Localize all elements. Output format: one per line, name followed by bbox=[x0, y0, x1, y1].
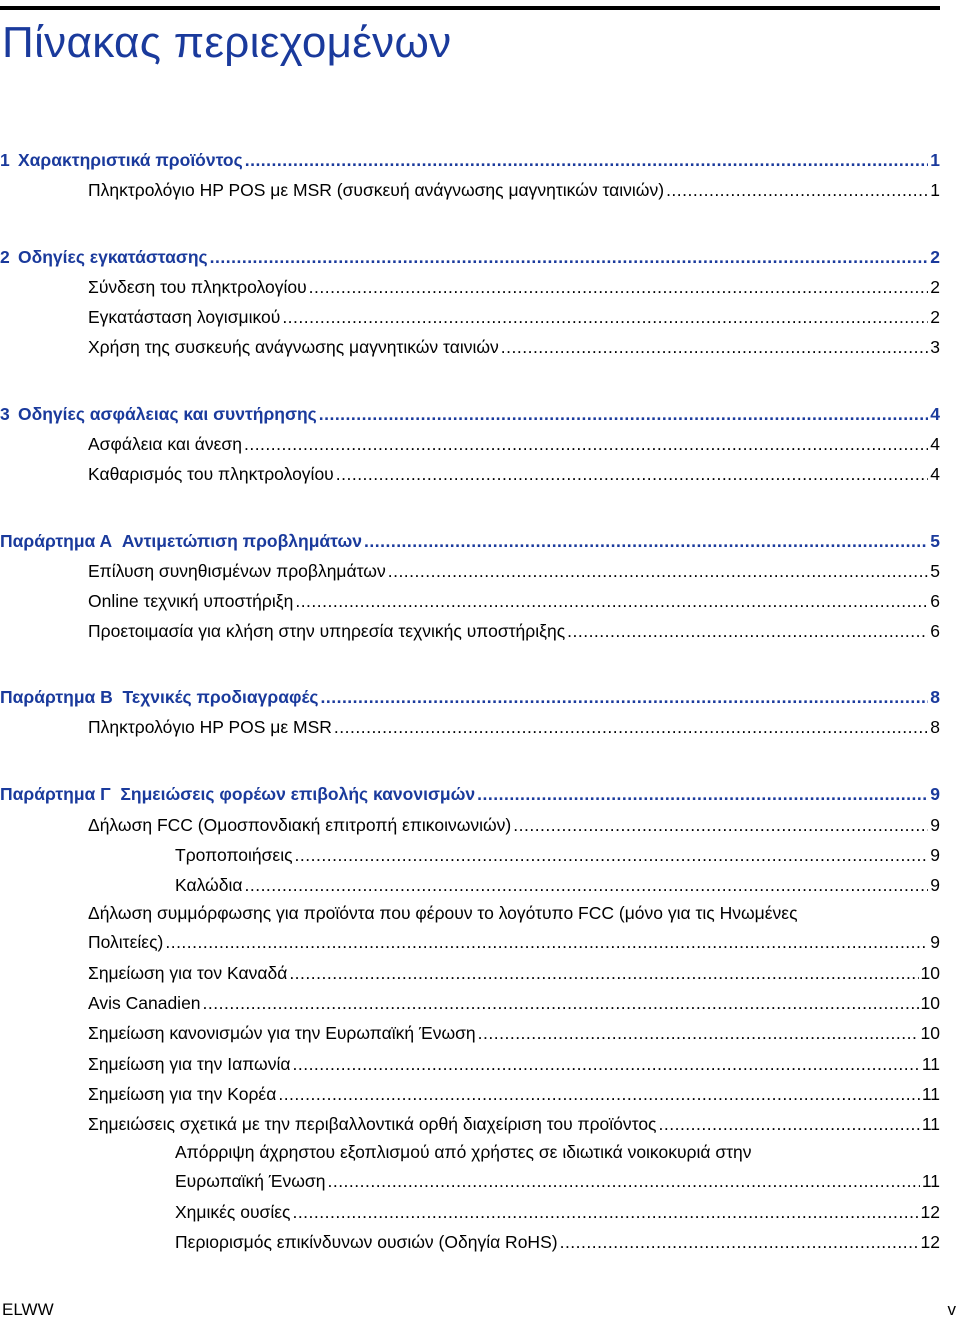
dot-leader bbox=[567, 621, 928, 641]
toc-entry[interactable] bbox=[175, 835, 940, 865]
entry-title: Online τεχνική υποστήριξη bbox=[88, 591, 294, 611]
dot-leader bbox=[203, 993, 919, 1013]
top-rule bbox=[0, 6, 940, 10]
toc-entry[interactable] bbox=[88, 707, 940, 737]
entry-title: Χημικές ουσίες bbox=[175, 1202, 291, 1222]
page-number: 5 bbox=[930, 561, 940, 581]
dot-leader bbox=[289, 963, 918, 983]
entry-title: Ευρωπαϊκή Ένωση bbox=[175, 1171, 326, 1191]
toc-entry[interactable] bbox=[88, 983, 940, 1013]
page-number: 10 bbox=[920, 963, 940, 983]
chapter-title: Χαρακτηριστικά προϊόντος bbox=[18, 150, 243, 170]
page-number: 4 bbox=[930, 404, 940, 424]
entry-title: Επίλυση συνηθισμένων προβλημάτων bbox=[88, 561, 386, 581]
toc-entry-first-line[interactable]: Απόρριψη άχρηστου εξοπλισμού από χρήστες σε ιδιωτικά νοικοκυριά στην bbox=[175, 1142, 752, 1162]
dot-leader bbox=[295, 591, 928, 611]
dot-leader bbox=[513, 815, 928, 835]
footer-page-number: v bbox=[947, 1300, 956, 1319]
page-number: 11 bbox=[921, 1084, 940, 1104]
page-number: 2 bbox=[930, 247, 940, 267]
dot-leader bbox=[278, 1084, 920, 1104]
dot-leader bbox=[165, 932, 928, 952]
page-number: 12 bbox=[920, 1232, 940, 1252]
toc-entry[interactable] bbox=[88, 170, 940, 200]
toc-entry[interactable] bbox=[175, 865, 940, 895]
dot-leader bbox=[501, 337, 929, 357]
toc-entry[interactable] bbox=[88, 1104, 940, 1134]
page-number: 10 bbox=[920, 993, 940, 1013]
page-number: 9 bbox=[930, 932, 940, 952]
entry-title: Σημείωση για τον Καναδά bbox=[88, 963, 288, 983]
toc-entry[interactable] bbox=[175, 1222, 940, 1252]
dot-leader bbox=[244, 434, 928, 454]
entry-title: Πληκτρολόγιο HP POS με MSR (συσκευή ανάγνωσης μαγνητικών ταινιών) bbox=[88, 180, 665, 200]
dot-leader bbox=[477, 784, 928, 804]
entry-title: Καθαρισμός του πληκτρολογίου bbox=[88, 464, 334, 484]
entry-title: Εγκατάσταση λογισμικού bbox=[88, 307, 281, 327]
page-number: 9 bbox=[930, 784, 940, 804]
toc-entry[interactable] bbox=[88, 581, 940, 611]
page-number: 4 bbox=[930, 434, 940, 454]
page-number: 6 bbox=[930, 621, 940, 641]
entry-title: Δήλωση FCC (Ομοσπονδιακή επιτροπή επικοινωνιών) bbox=[88, 815, 512, 835]
toc-appendix-c[interactable]: Παράρτημα Γ Σημειώσεις φορέων επιβολής κανονισμών ..... 9 bbox=[0, 774, 940, 804]
toc-chapter-2[interactable]: 2 Οδηγίες εγκατάστασης ..... 2 bbox=[0, 237, 940, 267]
entry-title: Πληκτρολόγιο HP POS με MSR bbox=[88, 717, 332, 737]
page-number: 1 bbox=[930, 180, 940, 200]
toc-entry[interactable] bbox=[175, 1192, 940, 1222]
page-title: Πίνακας περιεχομένων bbox=[2, 18, 452, 67]
page-number: 3 bbox=[930, 337, 940, 357]
toc-entry[interactable] bbox=[88, 922, 940, 952]
toc-entry[interactable] bbox=[88, 551, 940, 581]
toc-entry[interactable] bbox=[88, 953, 940, 983]
toc-entry-first-line[interactable]: Δήλωση συμμόρφωσης για προϊόντα που φέρουν το λογότυπο FCC (μόνο για τις Ηνωμένες bbox=[88, 903, 798, 923]
dot-leader bbox=[364, 531, 928, 551]
toc-entry[interactable] bbox=[88, 454, 940, 484]
page-number: 10 bbox=[920, 1023, 940, 1043]
entry-title: Σημείωση για την Κορέα bbox=[88, 1084, 277, 1104]
page-number: 2 bbox=[930, 307, 940, 327]
dot-leader bbox=[210, 247, 929, 267]
toc-chapter-3[interactable]: 3 Οδηγίες ασφάλειας και συντήρησης ..... 4 bbox=[0, 394, 940, 424]
entry-title: Χρήση της συσκευής ανάγνωσης μαγνητικών ταινιών bbox=[88, 337, 499, 357]
toc-entry[interactable] bbox=[88, 327, 940, 357]
dot-leader bbox=[334, 717, 928, 737]
page-number: 6 bbox=[930, 591, 940, 611]
toc-appendix-a[interactable]: Παράρτημα Α Αντιμετώπιση προβλημάτων ..... 5 bbox=[0, 521, 940, 551]
chapter-title: Τεχνικές προδιαγραφές bbox=[122, 687, 319, 707]
chapter-title: Οδηγίες ασφάλειας και συντήρησης bbox=[18, 404, 317, 424]
dot-leader bbox=[321, 687, 929, 707]
toc-appendix-b[interactable]: Παράρτημα Β Τεχνικές προδιαγραφές ..... 8 bbox=[0, 677, 940, 707]
toc-entry[interactable] bbox=[175, 1161, 940, 1191]
dot-leader bbox=[478, 1023, 919, 1043]
page-number: 11 bbox=[921, 1171, 940, 1191]
chapter-title: Αντιμετώπιση προβλημάτων bbox=[121, 531, 363, 551]
dot-leader bbox=[659, 1114, 920, 1134]
page-number: 11 bbox=[921, 1114, 940, 1134]
dot-leader bbox=[295, 845, 929, 865]
page-number: 11 bbox=[921, 1054, 940, 1074]
page-number: 4 bbox=[930, 464, 940, 484]
page-number: 5 bbox=[930, 531, 940, 551]
dot-leader bbox=[560, 1232, 919, 1252]
dot-leader bbox=[292, 1054, 919, 1074]
page-number: 9 bbox=[930, 875, 940, 895]
entry-title: Προετοιμασία για κλήση στην υπηρεσία τεχνικής υποστήριξης bbox=[88, 621, 566, 641]
dot-leader bbox=[292, 1202, 918, 1222]
dot-leader bbox=[327, 1171, 919, 1191]
entry-title: Σημείωση για την Ιαπωνία bbox=[88, 1054, 291, 1074]
entry-title: Πολιτείες) bbox=[88, 932, 164, 952]
chapter-title: Οδηγίες εγκατάστασης bbox=[18, 247, 208, 267]
dot-leader bbox=[245, 150, 929, 170]
toc-entry[interactable] bbox=[88, 611, 940, 641]
entry-title: Σύνδεση του πληκτρολογίου bbox=[88, 277, 307, 297]
toc-entry[interactable] bbox=[88, 1044, 940, 1074]
page-number: 9 bbox=[930, 845, 940, 865]
dot-leader bbox=[309, 277, 929, 297]
page-number: 8 bbox=[930, 717, 940, 737]
page-number: 1 bbox=[930, 150, 940, 170]
toc-entry[interactable] bbox=[88, 267, 940, 297]
entry-title: Τροποποιήσεις bbox=[175, 845, 293, 865]
toc-chapter-1[interactable]: 1 Χαρακτηριστικά προϊόντος ..... 1 bbox=[0, 140, 940, 170]
page-number: 9 bbox=[930, 815, 940, 835]
entry-title: Σημείωση κανονισμών για την Ευρωπαϊκή Ένωση bbox=[88, 1023, 476, 1043]
toc-entry[interactable] bbox=[88, 424, 940, 454]
dot-leader bbox=[319, 404, 929, 424]
page-number: 8 bbox=[930, 687, 940, 707]
dot-leader bbox=[244, 875, 928, 895]
dot-leader bbox=[388, 561, 929, 581]
chapter-title: Σημειώσεις φορέων επιβολής κανονισμών bbox=[120, 784, 476, 804]
entry-title: Καλώδια bbox=[175, 875, 243, 895]
toc-entry[interactable] bbox=[88, 1013, 940, 1043]
page-number: 2 bbox=[930, 277, 940, 297]
entry-title: Ασφάλεια και άνεση bbox=[88, 434, 242, 454]
toc-entry[interactable] bbox=[88, 1074, 940, 1104]
dot-leader bbox=[666, 180, 928, 200]
toc-entry[interactable] bbox=[88, 805, 940, 835]
entry-title: Avis Canadien bbox=[88, 993, 201, 1013]
entry-title: Σημειώσεις σχετικά με την περιβαλλοντικά ορθή διαχείριση του προϊόντος bbox=[88, 1114, 657, 1134]
toc-entry[interactable] bbox=[88, 297, 940, 327]
entry-title: Περιορισμός επικίνδυνων ουσιών (Οδηγία RoHS) bbox=[175, 1232, 558, 1252]
page-number: 12 bbox=[920, 1202, 940, 1222]
footer-doc-code: ELWW bbox=[2, 1300, 54, 1319]
dot-leader bbox=[282, 307, 928, 327]
dot-leader bbox=[336, 464, 929, 484]
